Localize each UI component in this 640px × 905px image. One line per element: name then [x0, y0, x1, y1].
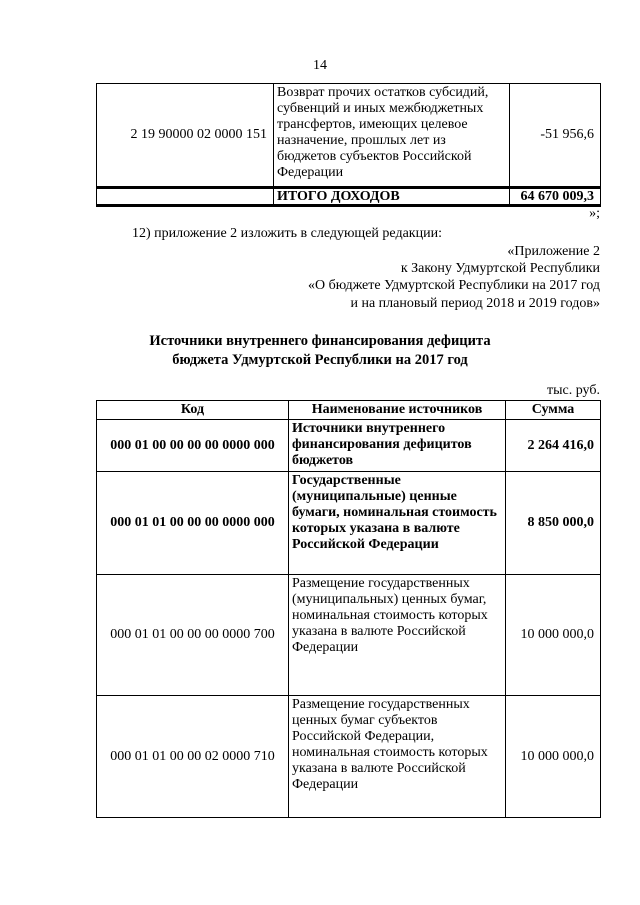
source-code-cell: 000 01 01 00 00 00 0000 000 [97, 472, 289, 575]
header-code: Код [97, 401, 289, 420]
source-name-cell: Размещение государственных ценных бумаг субъектов Российской Федерации, номинальная стоимость которых указана в валюте Российской Федерации [289, 696, 506, 818]
source-name-cell: Размещение государственных (муниципальных) ценных бумаг, номинальная стоимость которых указана в валюте Российской Федерации [289, 575, 506, 696]
appendix-line: и на плановый период 2018 и 2019 годов» [350, 295, 600, 311]
total-empty-cell [97, 188, 274, 206]
header-name: Наименование источников [289, 401, 506, 420]
header-sum: Сумма [506, 401, 601, 420]
source-sum-cell: 2 264 416,0 [506, 420, 601, 472]
document-title [0, 332, 640, 370]
source-sum-cell: 10 000 000,0 [506, 696, 601, 818]
income-table [96, 83, 601, 207]
appendix-line: «О бюджете Удмуртской Республики на 2017 год [307, 278, 600, 294]
income-name-cell: Возврат прочих остатков субсидий, субвенций и иных межбюджетных трансфертов, имеющих целевое назначение, прошлых лет из бюджетов субъектов Российской Федерации [274, 84, 510, 188]
table-row [97, 84, 601, 188]
table-row [97, 472, 601, 575]
table-row [97, 696, 601, 818]
total-sum: 64 670 009,3 [510, 188, 601, 206]
source-code-cell: 000 01 01 00 00 02 0000 710 [97, 696, 289, 818]
sources-table [96, 400, 601, 818]
source-code-cell: 000 01 01 00 00 00 0000 700 [97, 575, 289, 696]
appendix-line: к Закону Удмуртской Республики [400, 261, 600, 277]
source-name-cell: Источники внутреннего финансирования дефицитов бюджетов [289, 420, 506, 472]
appendix-line: «Приложение 2 [507, 244, 600, 259]
source-code-cell: 000 01 00 00 00 00 0000 000 [97, 420, 289, 472]
amendment-item-text: 12) приложение 2 изложить в следующей редакции: [132, 226, 442, 241]
source-name-cell: Государственные (муниципальные) ценные бумаги, номинальная стоимость которых указана в валюте Российской Федерации [289, 472, 506, 575]
closing-quote: »; [589, 206, 600, 221]
units-label: тыс. руб. [547, 383, 600, 398]
title-line: бюджета Удмуртской Республики на 2017 год [172, 352, 468, 368]
source-sum-cell: 8 850 000,0 [506, 472, 601, 575]
total-label: ИТОГО ДОХОДОВ [274, 188, 510, 206]
page-number: 14 [313, 58, 327, 73]
appendix-header [308, 243, 600, 312]
table-row [97, 420, 601, 472]
table-row [97, 575, 601, 696]
source-sum-cell: 10 000 000,0 [506, 575, 601, 696]
income-sum-cell: -51 956,6 [510, 84, 601, 188]
total-row [97, 188, 601, 206]
income-code-cell: 2 19 90000 02 0000 151 [97, 84, 274, 188]
title-line: Источники внутреннего финансирования дефицита [149, 333, 491, 349]
table-header-row [97, 401, 601, 420]
